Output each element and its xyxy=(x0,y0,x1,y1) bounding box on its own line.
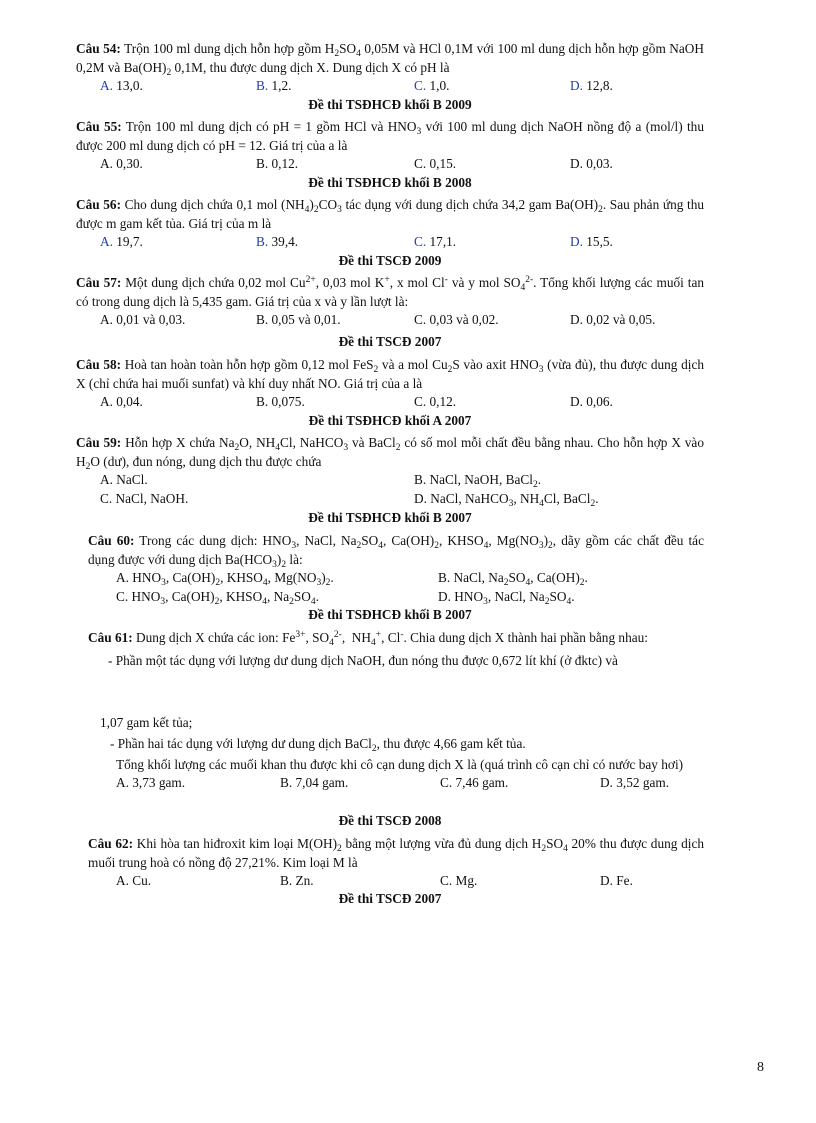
part-two: - Phần hai tác dụng với lượng dư dung dịch BaCl$_2$, thu được 4,66 gam kết tủa. xyxy=(110,736,526,754)
option-d[interactable]: D. $HNO_3$, NaCl, $Na_2SO_4$. xyxy=(438,588,575,607)
option-a[interactable]: A. NaCl. xyxy=(100,472,148,487)
options-row xyxy=(76,311,704,330)
option-c[interactable]: C. Mg. xyxy=(440,873,478,888)
question-label: Câu 61: xyxy=(88,630,133,645)
options-row xyxy=(76,155,704,174)
option-d[interactable]: D. 12,8. xyxy=(570,78,613,93)
options-row xyxy=(76,393,704,412)
question-label: Câu 62: xyxy=(88,836,134,851)
question-61 xyxy=(88,629,704,670)
option-a[interactable]: A. $HNO_3$, $Ca(OH)_2$, $KHSO_4$, $Mg(NO_3)_2$. xyxy=(116,570,334,588)
option-d[interactable]: D. NaCl, NaHCO$_3$, $NH_4Cl$, BaCl$_2$. xyxy=(414,490,599,509)
question-stem xyxy=(76,356,704,393)
option-c[interactable]: C. 0,12. xyxy=(414,394,457,409)
question-61-cont xyxy=(88,735,704,793)
stem-text: Một dung dịch chứa 0,02 mol $Cu^{2+}$, 0,03 mol K+, x mol Cl- và y mol $SO_4^{2-}$. Tổng khối lượng các muối tan có trong dung dịch là 5,435 gam. Giá trị của x và y lần lượt là: xyxy=(76,275,705,309)
options-row xyxy=(88,774,704,793)
option-a[interactable]: A. 0,04. xyxy=(100,394,143,409)
options-row xyxy=(76,77,704,96)
option-c[interactable]: C. 17,1. xyxy=(414,234,457,249)
option-b[interactable]: B. 0,075. xyxy=(256,394,305,409)
exam-source: Đề thi TSĐHCĐ khối A 2007 xyxy=(308,413,472,428)
option-a[interactable]: A. 19,7. xyxy=(100,234,143,249)
options-row xyxy=(88,569,704,588)
question-stem xyxy=(88,629,704,648)
exam-source: Đề thi TSCĐ 2007 xyxy=(338,334,442,349)
option-a[interactable]: A. 0,01 và 0,03. xyxy=(100,312,186,327)
question-label: Câu 58: xyxy=(76,357,122,372)
options-row xyxy=(88,588,704,607)
stem-text: Khi hòa tan hiđroxit kim loại $M(OH)_2$ bằng một lượng vừa đủ dung dịch $H_2SO_4$ 20% thu được dung dịch muối trung hoà có nồng độ 27,21%. Kim loại M là xyxy=(88,836,704,870)
question-59 xyxy=(76,434,704,508)
part-one-b: 1,07 gam kết tủa; xyxy=(100,715,193,730)
exam-source: Đề thi TSCĐ 2008 xyxy=(338,813,442,828)
stem-text: Cho dung dịch chứa 0,1 mol $(NH_4)_2CO_3$ tác dụng với dung dịch chứa 34,2 gam $Ba(OH)_2$. Sau phản ứng thu được m gam kết tủa. Giá trị của m là xyxy=(76,197,704,231)
option-c[interactable]: C. NaCl, NaOH. xyxy=(100,490,189,506)
stem-text: Hoà tan hoàn toàn hỗn hợp gồm 0,12 mol FeS$_2$ và a mol $Cu_2S$ vào axit $HNO_3$ (vừa đủ), thu được dung dịch X (chỉ chứa hai muối sunfat) và khí duy nhất NO. Giá trị của a là xyxy=(76,357,705,391)
option-b[interactable]: B. Zn. xyxy=(280,873,314,888)
options-row xyxy=(88,872,704,891)
part-one: - Phần một tác dụng với lượng dư dung dịch NaOH, đun nóng thu được 0,672 lít khí (ở đktc) và xyxy=(108,652,618,668)
stem-text: Trộn 100 ml dung dịch có pH = 1 gồm HCl và $HNO_3$ với 100 ml dung dịch NaOH nồng độ a (mol/l) thu được 200 ml dung dịch có pH = 12. Giá trị của a là xyxy=(76,119,704,153)
option-b[interactable]: B. NaCl, NaOH, BaCl$_2$. xyxy=(414,472,542,490)
question-62 xyxy=(88,835,704,891)
option-d[interactable]: D. Fe. xyxy=(600,873,633,888)
part-three: Tổng khối lượng các muối khan thu được khi cô cạn dung dịch X là (quá trình cô cạn chỉ có nước bay hơi) xyxy=(116,756,684,772)
stem-text: Dung dịch X chứa các ion: $Fe^{3+}$, $SO_4^{2-}$, $NH_4^+$, Cl-. Chia dung dịch X thành hai phần bằng nhau: xyxy=(136,630,648,648)
question-57 xyxy=(76,274,704,330)
question-label: Câu 59: xyxy=(76,435,122,450)
option-d[interactable]: D. 15,5. xyxy=(570,234,613,249)
exam-source: Đề thi TSCĐ 2007 xyxy=(338,891,442,906)
question-label: Câu 56: xyxy=(76,197,121,212)
option-d[interactable]: D. 3,52 gam. xyxy=(600,775,670,790)
stem-text: Trong các dung dịch: $HNO_3$, NaCl, $Na_2SO_4$, $Ca(OH)_2$, $KHSO_4$, $Mg(NO_3)_2$, dãy gồm các chất đều tác dụng được với dung dịch $Ba(HCO_3)_2$ là: xyxy=(88,533,704,570)
question-stem xyxy=(76,434,704,471)
stem-text: Trộn 100 ml dung dịch hỗn hợp gồm $H_2SO_4$ 0,05M và HCl 0,1M với 100 ml dung dịch hỗn hợp gồm NaOH 0,2M và $Ba(OH)_2$ 0,1M, thu được dung dịch X. Dung dịch X có pH là xyxy=(76,41,704,78)
option-d[interactable]: D. 0,02 và 0,05. xyxy=(570,312,656,327)
question-stem xyxy=(76,196,704,233)
option-c[interactable]: C. 0,03 và 0,02. xyxy=(414,312,499,327)
question-label: Câu 55: xyxy=(76,119,122,134)
part-one-cont xyxy=(100,714,700,733)
question-stem xyxy=(76,274,704,311)
question-55 xyxy=(76,118,704,174)
exam-source: Đề thi TSĐHCĐ khối B 2008 xyxy=(308,175,472,190)
question-stem xyxy=(88,835,704,872)
option-b[interactable]: B. 0,05 và 0,01. xyxy=(256,312,341,327)
question-label: Câu 60: xyxy=(88,533,135,548)
question-stem xyxy=(76,118,704,155)
question-label: Câu 57: xyxy=(76,275,122,290)
option-c[interactable]: C. 0,15. xyxy=(414,156,457,171)
option-c[interactable]: C. 7,46 gam. xyxy=(440,775,509,790)
option-b[interactable]: B. NaCl, $Na_2SO_4$, $Ca(OH)_2$. xyxy=(438,570,588,588)
option-a[interactable]: A. 3,73 gam. xyxy=(116,775,186,790)
question-stem xyxy=(88,532,704,569)
exam-source: Đề thi TSĐHCĐ khối B 2007 xyxy=(308,607,472,622)
exam-source: Đề thi TSĐHCĐ khối B 2007 xyxy=(308,510,472,525)
option-c[interactable]: C. 1,0. xyxy=(414,78,450,93)
stem-text: Hỗn hợp X chứa $Na_2O$, $NH_4Cl$, NaHCO$_3$ và BaCl$_2$ có số mol mỗi chất đều bằng nhau. Cho hỗn hợp X vào $H_2O$ (dư), đun nóng, dung dịch thu được chứa xyxy=(76,435,704,472)
option-b[interactable]: B. 39,4. xyxy=(256,234,299,249)
page-number: 8 xyxy=(757,1060,764,1075)
question-label: Câu 54: xyxy=(76,41,121,56)
question-54 xyxy=(76,40,704,96)
option-a[interactable]: A. 13,0. xyxy=(100,78,143,93)
options-row xyxy=(76,233,704,252)
option-a[interactable]: A. 0,30. xyxy=(100,156,143,171)
option-d[interactable]: D. 0,03. xyxy=(570,156,613,171)
option-d[interactable]: D. 0,06. xyxy=(570,394,613,409)
options-row xyxy=(76,471,704,490)
option-b[interactable]: B. 1,2. xyxy=(256,78,292,93)
question-56 xyxy=(76,196,704,252)
exam-source: Đề thi TSĐHCĐ khối B 2009 xyxy=(308,97,472,112)
option-a[interactable]: A. Cu. xyxy=(116,873,152,888)
option-b[interactable]: B. 0,12. xyxy=(256,156,299,171)
options-row xyxy=(76,490,704,509)
option-c[interactable]: C. $HNO_3$, $Ca(OH)_2$, $KHSO_4$, $Na_2SO_4$. xyxy=(116,588,319,607)
question-60 xyxy=(88,532,704,606)
question-58 xyxy=(76,356,704,412)
exam-source: Đề thi TSCĐ 2009 xyxy=(338,253,442,268)
question-stem xyxy=(76,40,704,77)
option-b[interactable]: B. 7,04 gam. xyxy=(280,775,349,790)
